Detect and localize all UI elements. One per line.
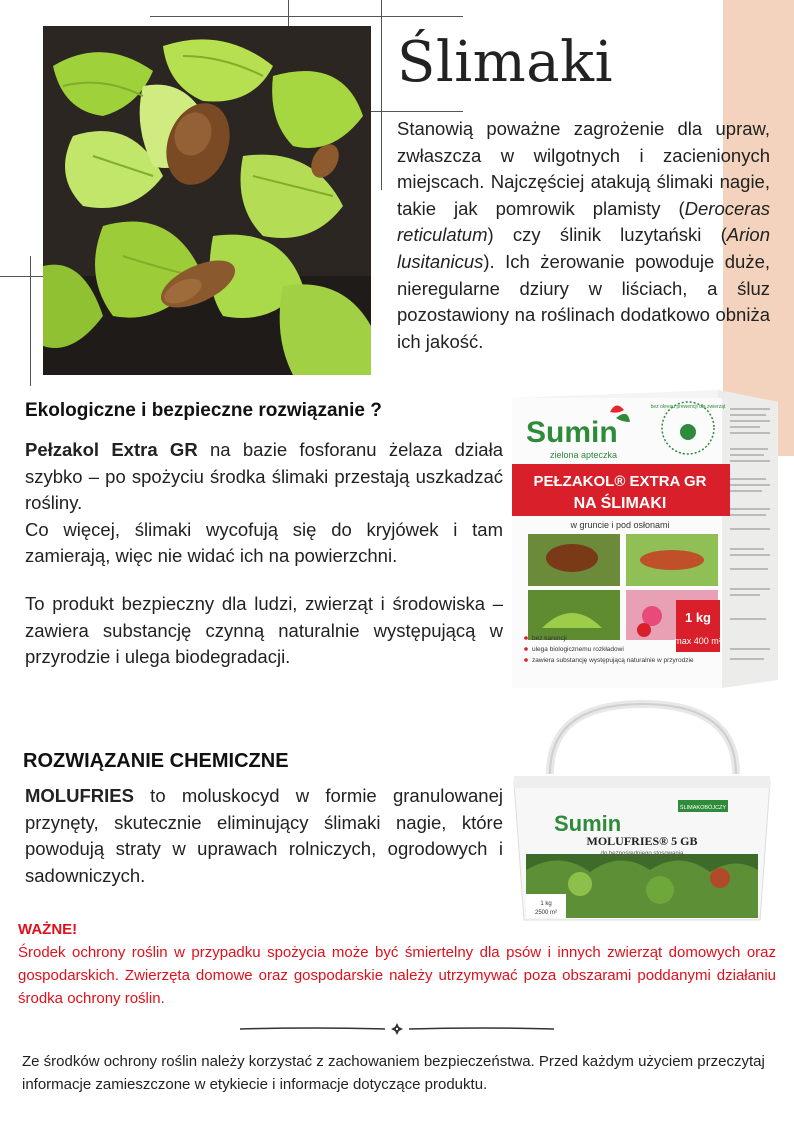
box-product-name: PEŁZAKOL® EXTRA GR	[533, 473, 707, 490]
eco-text-2: Co więcej, ślimaki wycofują się do kryjówek i tam zamierają, więc nie widać ich na powierzchni.	[25, 518, 503, 566]
intro-text-1: Stanowią poważne zagrożenie dla upraw, zwłaszcza w wilgotnych i zacienionych miejscach. Najczęściej atakują ślimaki nagie, takie jak pomrowik plamisty (	[397, 118, 770, 219]
warning-text: Środek ochrony roślin w przypadku spożycia może być śmiertelny dla psów i innych zwierząt domowych oraz gospodarskich. Zwierzęta domowe oraz gospodarskie należy utrzymywać poza obszarami poddanymi działaniu środka ochrony roślin.	[18, 944, 776, 1007]
chem-heading: ROZWIĄZANIE CHEMICZNE	[23, 750, 289, 772]
slug-photo	[43, 26, 371, 375]
eco-safety-paragraph: To produkt bezpieczny dla ludzi, zwierząt i środowiska – zawiera substancję czynną naturalnie występującą w przyrodzie i ulega biodegradacji.	[25, 593, 503, 667]
eco-heading: Ekologiczne i bezpieczne rozwiązanie ?	[25, 400, 382, 421]
box-bullet-3: zawiera substancję występującą naturalnie w przyrodzie	[532, 657, 694, 664]
chem-paragraph	[25, 783, 503, 889]
deco-line-v2	[381, 0, 382, 190]
ornament-divider	[240, 1021, 554, 1037]
bucket-brand: Sumin	[554, 811, 622, 836]
intro-text-2: ) czy ślinik luzytański (	[487, 224, 727, 246]
box-usage: w gruncie i pod osłonami	[570, 520, 670, 530]
eco-product-name: Pełzakol Extra GR	[25, 439, 198, 460]
eco-text-1: na bazie fosforanu żelaza działa szybko – po spożyciu środka ślimaki przestają uszkadzać rośliny.	[25, 439, 503, 513]
box-weight: 1 kg	[684, 610, 712, 625]
latin-name-deroceras: Deroceras reticulatum	[397, 197, 770, 246]
box-bullet-1: bez karencji	[532, 635, 567, 642]
bucket-product-name: MOLUFRIES® 5 GB	[586, 834, 698, 848]
chem-text: to moluskocyd w formie granulowanej przynęty, skutecznie eliminujący ślimaki nagie, które powodują straty w uprawach rolniczych, ogrodowych i sadowniczych.	[25, 785, 503, 886]
latin-name-arion: Arion lusitanicus	[397, 224, 770, 272]
box-bullet-2: ulega biologicznemu rozkładowi	[532, 646, 624, 653]
page-title: Ślimaki	[397, 30, 614, 95]
chem-product-name: MOLUFRIES	[25, 785, 134, 806]
bucket-weight: 1 kg	[540, 901, 552, 907]
eco-paragraph	[25, 437, 503, 570]
box-brand: Sumin	[526, 416, 618, 449]
deco-line-v3	[30, 256, 31, 386]
intro-text-3: ). Ich żerowanie powoduje duże, nieregularne dziury w liściach, a śluz pozostawiony na roślinach dodatkowo obniża ich jakość.	[397, 250, 770, 352]
bucket-tag: ŚLIMAKOBÓJCZY	[679, 805, 727, 811]
molufries-product-bucket	[510, 700, 775, 925]
warning-heading: WAŻNE!	[18, 921, 78, 938]
bucket-area: 2500 m²	[534, 910, 558, 916]
bucket-subtitle: do bezpośredniego stosowania	[600, 851, 684, 857]
box-area: max 400 m²	[674, 636, 722, 646]
pelzakol-product-box	[512, 388, 778, 688]
box-badge: bez okresu prewencji dla zwierząt	[650, 404, 726, 410]
intro-paragraph	[397, 116, 770, 355]
box-subbrand: zielona apteczka	[550, 450, 618, 460]
box-subtitle: NA ŚLIMAKI	[573, 495, 667, 512]
footer-note: Ze środków ochrony roślin należy korzystać z zachowaniem bezpieczeństwa. Przed każdym użyciem przeczytaj informacje zamieszczone w etykiecie i informacje dotyczące produktu.	[22, 1053, 765, 1093]
deco-line-h1	[150, 16, 463, 17]
